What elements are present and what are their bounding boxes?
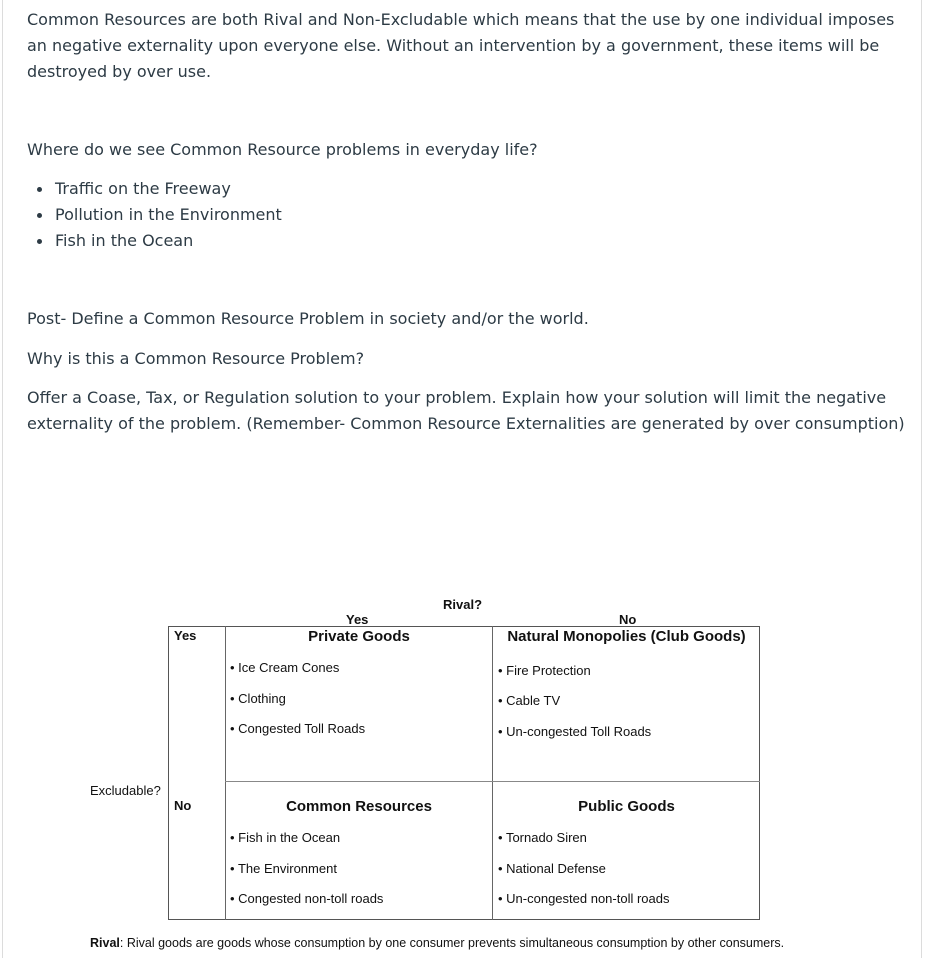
rival-footnote [90, 936, 784, 950]
question-heading: Where do we see Common Resource problems in everyday life? [27, 140, 538, 159]
column-yes-label: Yes [346, 612, 369, 627]
club-goods-title: Natural Monopolies (Club Goods) [507, 628, 746, 645]
public-goods-title: Public Goods [578, 798, 675, 815]
grid-divider [492, 626, 493, 920]
rival-axis-label: Rival? [443, 597, 483, 612]
list-item: • Congested non-toll roads [230, 891, 383, 906]
list-item: • Fish in the Ocean [230, 830, 340, 845]
grid-divider [225, 781, 760, 782]
excludable-axis-label: Excludable? [90, 783, 161, 798]
list-item: • Fire Protection [498, 663, 591, 678]
row-no-label: No [174, 798, 192, 813]
private-goods-title: Private Goods [308, 628, 410, 645]
footnote-text: : Rival goods are goods whose consumption by one consumer prevents simultaneous consumption by other consumers. [119, 936, 785, 950]
list-item: • Ice Cream Cones [230, 660, 339, 675]
list-item: • Cable TV [498, 693, 560, 708]
row-yes-label: Yes [174, 628, 197, 643]
grid-divider [225, 626, 226, 920]
offer-instruction: Offer a Coase, Tax, or Regulation solution to your problem. Explain how your solution will limit the negative externality of the problem. (Remember- Common Resource Externalities are generated by over consumption) [27, 388, 905, 433]
list-item: • Un-congested Toll Roads [498, 724, 651, 739]
list-item: • Congested Toll Roads [230, 721, 365, 736]
list-item: • Tornado Siren [498, 830, 587, 845]
list-item: Fish in the Ocean [27, 228, 282, 254]
list-item: • The Environment [230, 861, 337, 876]
post-instruction: Post- Define a Common Resource Problem in society and/or the world. [27, 309, 589, 328]
list-item: • Un-congested non-toll roads [498, 891, 670, 906]
examples-list [27, 176, 282, 254]
list-item: • National Defense [498, 861, 606, 876]
common-resources-title: Common Resources [286, 798, 432, 815]
column-no-label: No [619, 612, 637, 627]
list-item: • Clothing [230, 691, 286, 706]
footnote-term: Rival [90, 936, 120, 950]
list-item: Pollution in the Environment [27, 202, 282, 228]
list-item: Traffic on the Freeway [27, 176, 282, 202]
why-instruction: Why is this a Common Resource Problem? [27, 349, 365, 368]
intro-paragraph: Common Resources are both Rival and Non-Excludable which means that the use by one individual imposes an negative externality upon everyone else. Without an intervention by a government, these items will be destroyed by over use. [27, 10, 895, 81]
